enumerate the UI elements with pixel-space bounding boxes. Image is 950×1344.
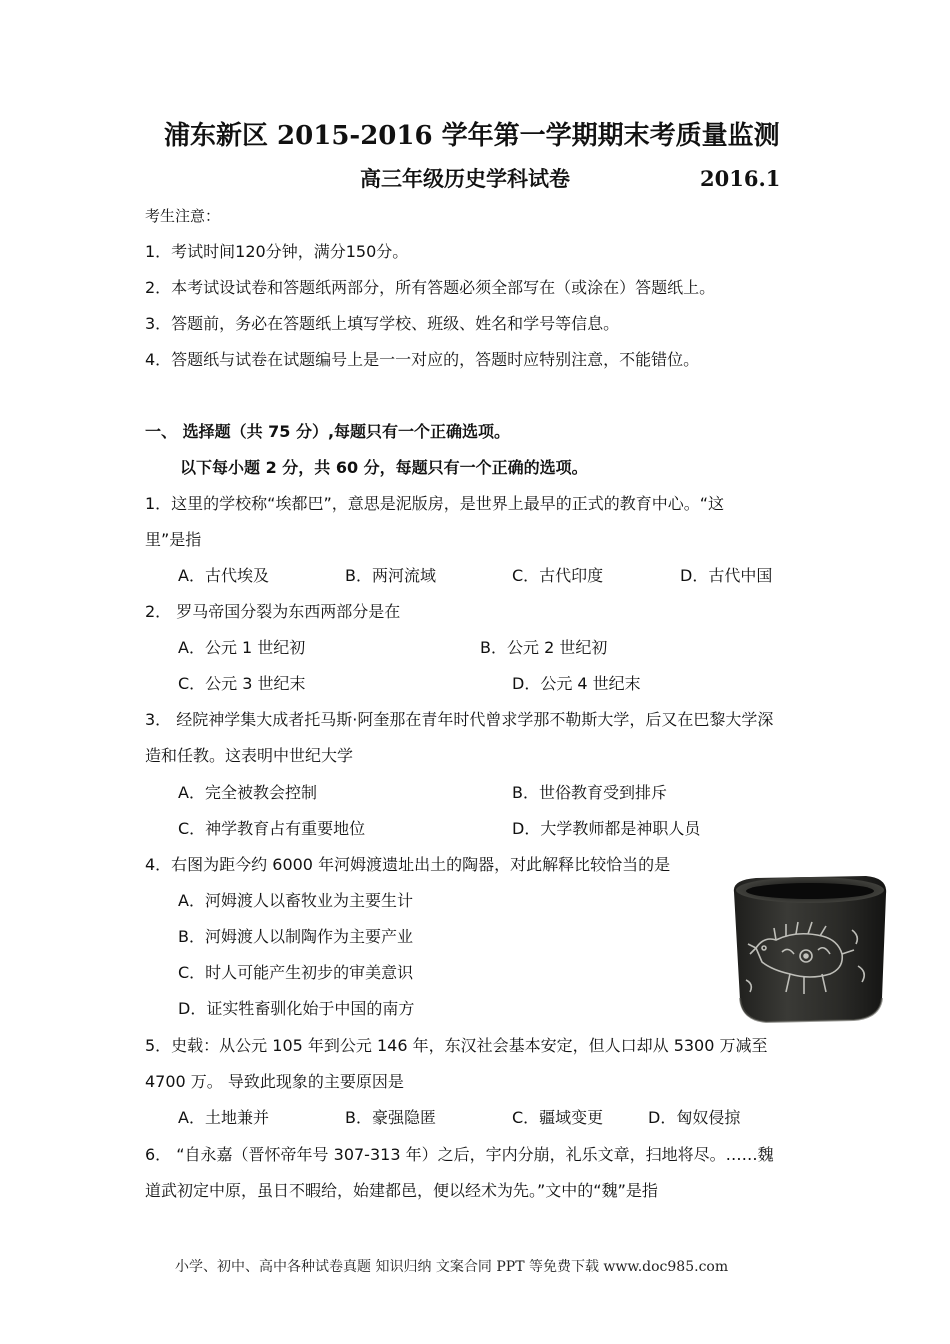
q4-option-d: D．证实牲畜驯化始于中国的南方 bbox=[178, 999, 415, 1018]
q3-stem-line1: 3． 经院神学集大成者托马斯·阿奎那在青年时代曾求学那不勒斯大学，后又在巴黎大学深 bbox=[145, 710, 774, 729]
q5-option-b: B．豪强隐匿 bbox=[345, 1108, 436, 1127]
q4-option-b: B．河姆渡人以制陶作为主要产业 bbox=[178, 927, 413, 946]
q2-option-a: A．公元 1 世纪初 bbox=[178, 638, 306, 657]
q5-option-c: C．疆域变更 bbox=[512, 1108, 604, 1127]
q2-option-c: C．公元 3 世纪末 bbox=[178, 674, 306, 693]
exam-subtitle: 高三年级历史学科试卷 bbox=[360, 166, 570, 191]
exam-date: 2016.1 bbox=[700, 166, 781, 191]
q5-stem-line1: 5．史载：从公元 105 年到公元 146 年，东汉社会基本安定，但人口却从 5300 万减至 bbox=[145, 1036, 768, 1055]
q2-option-d: D．公元 4 世纪末 bbox=[512, 674, 641, 693]
notice-item-4: 4．答题纸与试卷在试题编号上是一一对应的，答题时应特别注意，不能错位。 bbox=[145, 350, 700, 369]
q2-option-b: B．公元 2 世纪初 bbox=[480, 638, 608, 657]
section-heading: 一、 选择题（共 75 分）,每题只有一个正确选项。 bbox=[145, 422, 511, 441]
q2-stem-line1: 2． 罗马帝国分裂为东西两部分是在 bbox=[145, 602, 401, 621]
q3-option-b: B．世俗教育受到排斥 bbox=[512, 783, 667, 802]
exam-title: 浦东新区 2015-2016 学年第一学期期末考质量监测 bbox=[164, 121, 780, 151]
q4-option-c: C．时人可能产生初步的审美意识 bbox=[178, 963, 414, 982]
q1-option-b: B．两河流域 bbox=[345, 566, 436, 585]
notice-item-2: 2．本考试设试卷和答题纸两部分，所有答题必须全部写在（或涂在）答题纸上。 bbox=[145, 278, 716, 297]
notice-heading: 考生注意： bbox=[145, 207, 221, 225]
section-subheading: 以下每小题 2 分，共 60 分，每题只有一个正确的选项。 bbox=[180, 458, 588, 477]
q4-stem-line1: 4．右图为距今约 6000 年河姆渡遗址出土的陶器，对此解释比较恰当的是 bbox=[145, 855, 671, 874]
q1-stem-line1: 1．这里的学校称“埃都巴”，意思是泥版房，是世界上最早的正式的教育中心。“这 bbox=[145, 494, 725, 513]
q6-stem-line2: 道武初定中原，虽日不暇给，始建都邑，便以经术为先。”文中的“魏”是指 bbox=[145, 1181, 658, 1200]
q1-option-c: C．古代印度 bbox=[512, 566, 604, 585]
q1-stem-line2: 里”是指 bbox=[145, 530, 202, 549]
q5-stem-line2: 4700 万。 导致此现象的主要原因是 bbox=[145, 1072, 404, 1091]
q3-option-a: A．完全被教会控制 bbox=[178, 783, 317, 802]
q3-stem-line2: 造和任教。这表明中世纪大学 bbox=[145, 746, 354, 765]
q3-option-c: C．神学教育占有重要地位 bbox=[178, 819, 366, 838]
q4-option-a: A．河姆渡人以畜牧业为主要生计 bbox=[178, 891, 413, 910]
hemudu-pottery-image bbox=[726, 870, 894, 1030]
page-footer: 小学、初中、高中各种试卷真题 知识归纳 文案合同 PPT 等免费下载 www.doc985.com bbox=[175, 1259, 729, 1275]
q3-option-d: D．大学教师都是神职人员 bbox=[512, 819, 701, 838]
q1-option-d: D．古代中国 bbox=[680, 566, 773, 585]
q1-option-a: A．古代埃及 bbox=[178, 566, 269, 585]
q6-stem-line1: 6． “自永嘉（晋怀帝年号 307-313 年）之后，宇内分崩，礼乐文章，扫地将尽。……魏 bbox=[145, 1145, 774, 1164]
q5-option-d: D．匈奴侵掠 bbox=[648, 1108, 741, 1127]
notice-item-1: 1．考试时间120分钟，满分150分。 bbox=[145, 242, 409, 261]
notice-item-3: 3．答题前，务必在答题纸上填写学校、班级、姓名和学号等信息。 bbox=[145, 314, 620, 333]
q5-option-a: A．土地兼并 bbox=[178, 1108, 269, 1127]
